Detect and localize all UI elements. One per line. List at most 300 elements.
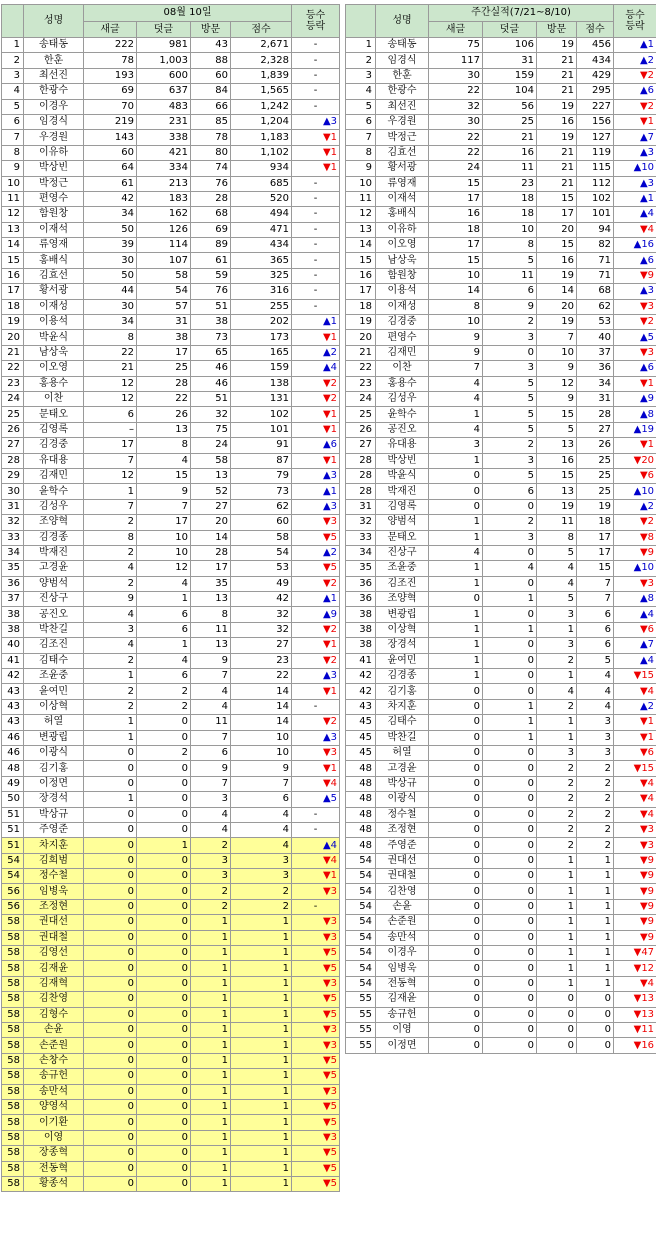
- rank-change-cell: ▼15: [614, 761, 656, 776]
- rank-change-cell: ▼3: [614, 838, 656, 853]
- rank-cell: 30: [2, 484, 24, 499]
- comments-cell: 22: [137, 391, 191, 406]
- rank-change-cell: ▼1: [292, 130, 340, 145]
- posts-cell: 4: [429, 545, 483, 560]
- rank-cell: 11: [2, 191, 24, 206]
- comments-cell: 58: [137, 268, 191, 283]
- comments-cell: 9: [137, 484, 191, 499]
- posts-cell: 10: [429, 315, 483, 330]
- table-row: [346, 299, 656, 314]
- rank-cell: 34: [346, 545, 376, 560]
- name-cell: 편영수: [24, 191, 84, 206]
- score-cell: 1: [231, 1130, 292, 1145]
- rank-change-cell: ▼5: [292, 1099, 340, 1114]
- rank-change-cell: ▲2: [614, 499, 656, 514]
- posts-cell: 0: [84, 976, 137, 991]
- rank-cell: 48: [346, 792, 376, 807]
- name-cell: 양범석: [376, 515, 429, 530]
- posts-cell: 1: [429, 453, 483, 468]
- comments-cell: 0: [137, 1176, 191, 1191]
- rank-cell: 35: [346, 561, 376, 576]
- rank-cell: 16: [346, 268, 376, 283]
- posts-cell: 69: [84, 84, 137, 99]
- score-cell: 520: [231, 191, 292, 206]
- score-cell: 71: [577, 253, 614, 268]
- rank-cell: 31: [2, 499, 24, 514]
- score-cell: 0: [577, 1038, 614, 1053]
- rank-cell: 58: [2, 1176, 24, 1191]
- posts-cell: 1: [429, 530, 483, 545]
- table-row: [2, 53, 340, 68]
- posts-cell: 1: [429, 561, 483, 576]
- table-row: [2, 176, 340, 191]
- header-name: 성명: [376, 5, 429, 38]
- rank-change-cell: ▲4: [614, 207, 656, 222]
- visits-cell: 1: [191, 992, 231, 1007]
- posts-cell: 1: [429, 515, 483, 530]
- score-cell: 6: [231, 792, 292, 807]
- visits-cell: 1: [537, 869, 577, 884]
- comments-cell: 0: [137, 1146, 191, 1161]
- comments-cell: 9: [483, 299, 537, 314]
- table-row: [2, 1115, 340, 1130]
- posts-cell: 1: [429, 622, 483, 637]
- score-cell: 165: [231, 345, 292, 360]
- table-row: [346, 1007, 656, 1022]
- table-row: [2, 1038, 340, 1053]
- visits-cell: 28: [191, 545, 231, 560]
- posts-cell: 0: [429, 792, 483, 807]
- posts-cell: 0: [429, 484, 483, 499]
- visits-cell: 1: [191, 1099, 231, 1114]
- name-cell: 이경우: [376, 946, 429, 961]
- table-row: [346, 915, 656, 930]
- rank-cell: 41: [346, 653, 376, 668]
- posts-cell: 4: [84, 607, 137, 622]
- rank-cell: 58: [2, 992, 24, 1007]
- name-cell: 문태오: [24, 407, 84, 422]
- visits-cell: 59: [191, 268, 231, 283]
- rank-change-cell: ▲3: [292, 468, 340, 483]
- name-cell: 윤학수: [24, 484, 84, 499]
- visits-cell: 15: [537, 238, 577, 253]
- name-cell: 손윤: [376, 899, 429, 914]
- rank-cell: 49: [2, 776, 24, 791]
- score-cell: 494: [231, 207, 292, 222]
- visits-cell: 3: [537, 607, 577, 622]
- header-visits: 방문: [537, 22, 577, 38]
- posts-cell: 0: [84, 1099, 137, 1114]
- name-cell: 김재혁: [24, 976, 84, 991]
- rank-change-cell: ▼3: [614, 299, 656, 314]
- comments-cell: 0: [483, 545, 537, 560]
- rank-change-cell: ▼2: [614, 68, 656, 83]
- name-cell: 이유하: [24, 145, 84, 160]
- table-row: [346, 114, 656, 129]
- rank-change-cell: ▼5: [292, 1146, 340, 1161]
- rank-change-cell: -: [292, 176, 340, 191]
- comments-cell: 23: [483, 176, 537, 191]
- name-cell: 한훈: [376, 68, 429, 83]
- comments-cell: 57: [137, 299, 191, 314]
- rank-change-cell: ▼4: [292, 776, 340, 791]
- rank-cell: 9: [346, 161, 376, 176]
- rank-cell: 2: [2, 53, 24, 68]
- rank-change-cell: ▼3: [292, 884, 340, 899]
- score-cell: 1: [577, 899, 614, 914]
- score-cell: 19: [577, 499, 614, 514]
- visits-cell: 2: [191, 884, 231, 899]
- score-cell: 6: [577, 638, 614, 653]
- posts-cell: 7: [429, 361, 483, 376]
- visits-cell: 27: [191, 499, 231, 514]
- name-cell: 한광수: [376, 84, 429, 99]
- posts-cell: 30: [84, 299, 137, 314]
- score-cell: 2: [231, 884, 292, 899]
- score-cell: 14: [231, 699, 292, 714]
- posts-cell: 0: [84, 1053, 137, 1068]
- table-row: [2, 438, 340, 453]
- posts-cell: 15: [429, 253, 483, 268]
- comments-cell: 5: [483, 253, 537, 268]
- name-cell: 권대선: [376, 853, 429, 868]
- name-cell: 김경중: [24, 438, 84, 453]
- comments-cell: 637: [137, 84, 191, 99]
- name-cell: 김효선: [24, 268, 84, 283]
- table-row: [346, 253, 656, 268]
- rank-change-cell: -: [292, 99, 340, 114]
- score-cell: 1: [231, 915, 292, 930]
- posts-cell: 0: [429, 838, 483, 853]
- table-row: [346, 653, 656, 668]
- posts-cell: 193: [84, 68, 137, 83]
- name-cell: 임병욱: [376, 961, 429, 976]
- score-cell: 60: [231, 515, 292, 530]
- comments-cell: 0: [483, 976, 537, 991]
- rank-change-cell: ▲10: [614, 561, 656, 576]
- rank-cell: 12: [2, 207, 24, 222]
- comments-cell: 183: [137, 191, 191, 206]
- score-cell: 25: [577, 468, 614, 483]
- score-cell: 58: [231, 530, 292, 545]
- comments-cell: 231: [137, 114, 191, 129]
- comments-cell: 0: [483, 684, 537, 699]
- table-row: [2, 976, 340, 991]
- table-row: [2, 191, 340, 206]
- score-cell: 2: [231, 899, 292, 914]
- visits-cell: 19: [537, 268, 577, 283]
- name-cell: 조윤중: [376, 561, 429, 576]
- posts-cell: 0: [429, 884, 483, 899]
- rank-cell: 48: [346, 761, 376, 776]
- name-cell: 류영재: [24, 238, 84, 253]
- posts-cell: 64: [84, 161, 137, 176]
- table-row: [346, 946, 656, 961]
- score-cell: 5: [577, 653, 614, 668]
- posts-cell: 8: [84, 330, 137, 345]
- comments-cell: 7: [137, 499, 191, 514]
- rank-change-cell: ▲3: [614, 284, 656, 299]
- rank-change-cell: ▼11: [614, 1023, 656, 1038]
- rank-change-cell: ▼5: [292, 561, 340, 576]
- comments-cell: 12: [137, 561, 191, 576]
- table-row: [2, 238, 340, 253]
- name-cell: 임경식: [24, 114, 84, 129]
- rank-cell: 9: [2, 161, 24, 176]
- rank-change-cell: ▼1: [292, 330, 340, 345]
- comments-cell: 0: [483, 653, 537, 668]
- visits-cell: 19: [537, 99, 577, 114]
- table-row: [346, 315, 656, 330]
- score-cell: 9: [231, 761, 292, 776]
- rank-change-cell: ▼5: [292, 961, 340, 976]
- name-cell: 이찬: [376, 361, 429, 376]
- rank-change-cell: ▼9: [614, 884, 656, 899]
- score-cell: 3: [577, 745, 614, 760]
- rank-cell: 58: [2, 1099, 24, 1114]
- comments-cell: 8: [483, 238, 537, 253]
- score-cell: 3: [231, 869, 292, 884]
- rank-change-cell: ▼4: [614, 792, 656, 807]
- name-cell: 이용석: [24, 315, 84, 330]
- comments-cell: 0: [137, 930, 191, 945]
- score-cell: 7: [577, 592, 614, 607]
- name-cell: 이광식: [376, 792, 429, 807]
- comments-cell: 18: [483, 207, 537, 222]
- table-row: [2, 1176, 340, 1191]
- visits-cell: 1: [191, 1038, 231, 1053]
- rank-change-cell: -: [292, 68, 340, 83]
- rank-change-cell: ▼3: [292, 1130, 340, 1145]
- score-cell: 2,328: [231, 53, 292, 68]
- table-row: [2, 699, 340, 714]
- rank-cell: 46: [2, 730, 24, 745]
- score-cell: 101: [577, 207, 614, 222]
- comments-cell: 1: [137, 838, 191, 853]
- posts-cell: 10: [429, 268, 483, 283]
- visits-cell: 69: [191, 222, 231, 237]
- name-cell: 김희범: [24, 853, 84, 868]
- rank-change-cell: ▼6: [614, 745, 656, 760]
- comments-cell: 18: [483, 191, 537, 206]
- rank-change-cell: ▼20: [614, 453, 656, 468]
- visits-cell: 46: [191, 361, 231, 376]
- rank-cell: 48: [346, 776, 376, 791]
- rank-cell: 15: [2, 253, 24, 268]
- posts-cell: 0: [84, 1115, 137, 1130]
- rank-cell: 51: [2, 807, 24, 822]
- name-cell: 김경종: [376, 669, 429, 684]
- rank-change-cell: -: [292, 899, 340, 914]
- table-row: [346, 869, 656, 884]
- rank-cell: 28: [2, 453, 24, 468]
- posts-cell: 30: [84, 253, 137, 268]
- score-cell: 14: [231, 684, 292, 699]
- rank-change-cell: ▼9: [614, 545, 656, 560]
- comments-cell: 10: [483, 222, 537, 237]
- name-cell: 김찬영: [24, 992, 84, 1007]
- rank-change-cell: -: [292, 38, 340, 53]
- rank-cell: 14: [346, 238, 376, 253]
- score-cell: 1: [231, 1161, 292, 1176]
- visits-cell: 1: [191, 1115, 231, 1130]
- score-cell: 6: [577, 622, 614, 637]
- comments-cell: 11: [483, 268, 537, 283]
- score-cell: 1: [231, 1084, 292, 1099]
- name-cell: 김조진: [24, 638, 84, 653]
- table-row: [2, 1023, 340, 1038]
- rank-change-cell: ▼2: [614, 515, 656, 530]
- score-cell: 0: [577, 992, 614, 1007]
- score-cell: 62: [231, 499, 292, 514]
- rank-change-cell: ▼3: [614, 822, 656, 837]
- rank-change-cell: ▼1: [292, 161, 340, 176]
- score-cell: 4: [231, 822, 292, 837]
- posts-cell: 2: [84, 545, 137, 560]
- visits-cell: 15: [537, 191, 577, 206]
- name-cell: 박정근: [376, 130, 429, 145]
- score-cell: 202: [231, 315, 292, 330]
- visits-cell: 1: [537, 853, 577, 868]
- rank-cell: 17: [346, 284, 376, 299]
- comments-cell: 10: [137, 545, 191, 560]
- name-cell: 권대철: [376, 869, 429, 884]
- score-cell: 1: [231, 1176, 292, 1191]
- comments-cell: 10: [137, 530, 191, 545]
- table-row: [346, 792, 656, 807]
- posts-cell: 34: [84, 315, 137, 330]
- rank-cell: 54: [346, 915, 376, 930]
- table-row: [346, 576, 656, 591]
- score-cell: 68: [577, 284, 614, 299]
- rank-change-cell: ▲3: [292, 669, 340, 684]
- name-cell: 박재진: [376, 484, 429, 499]
- rank-change-cell: ▼4: [292, 853, 340, 868]
- posts-cell: 39: [84, 238, 137, 253]
- visits-cell: 15: [537, 407, 577, 422]
- posts-cell: 0: [84, 915, 137, 930]
- visits-cell: 60: [191, 68, 231, 83]
- visits-cell: 88: [191, 53, 231, 68]
- score-cell: 22: [231, 669, 292, 684]
- rank-change-cell: ▲5: [292, 792, 340, 807]
- table-row: [2, 1069, 340, 1084]
- comments-cell: 6: [137, 607, 191, 622]
- comments-cell: 25: [137, 361, 191, 376]
- rank-change-cell: ▲4: [614, 653, 656, 668]
- rank-change-cell: ▼2: [614, 99, 656, 114]
- rank-cell: 43: [2, 715, 24, 730]
- score-cell: 316: [231, 284, 292, 299]
- posts-cell: 1: [84, 669, 137, 684]
- table-row: [346, 438, 656, 453]
- visits-cell: 9: [191, 653, 231, 668]
- visits-cell: 65: [191, 345, 231, 360]
- table-row: [346, 84, 656, 99]
- name-cell: 주영준: [24, 822, 84, 837]
- rank-cell: 56: [2, 884, 24, 899]
- name-cell: 김태수: [376, 715, 429, 730]
- rank-cell: 5: [2, 99, 24, 114]
- score-cell: 115: [577, 161, 614, 176]
- weekly-score-table: [345, 4, 656, 1054]
- score-cell: 1,204: [231, 114, 292, 129]
- comments-cell: 1: [483, 622, 537, 637]
- table-row: [346, 222, 656, 237]
- posts-cell: 50: [84, 268, 137, 283]
- name-cell: 남상욱: [376, 253, 429, 268]
- rank-cell: 28: [346, 484, 376, 499]
- posts-cell: 0: [429, 715, 483, 730]
- score-cell: 255: [231, 299, 292, 314]
- visits-cell: 8: [537, 530, 577, 545]
- visits-cell: 1: [191, 1007, 231, 1022]
- table-row: [346, 838, 656, 853]
- visits-cell: 32: [191, 407, 231, 422]
- score-cell: 3: [577, 730, 614, 745]
- posts-cell: 4: [429, 422, 483, 437]
- posts-cell: 1: [84, 792, 137, 807]
- table-row: [346, 745, 656, 760]
- comments-cell: 0: [137, 946, 191, 961]
- rank-change-cell: ▼5: [292, 1176, 340, 1191]
- posts-cell: 34: [84, 207, 137, 222]
- table-row: [346, 484, 656, 499]
- header-rank-change: 등수 등락: [614, 5, 656, 38]
- header-posts: 새글: [429, 22, 483, 38]
- rank-change-cell: ▼3: [292, 915, 340, 930]
- score-cell: 0: [577, 1023, 614, 1038]
- table-row: [346, 992, 656, 1007]
- posts-cell: 2: [84, 515, 137, 530]
- visits-cell: 52: [191, 484, 231, 499]
- rank-cell: 12: [346, 207, 376, 222]
- name-cell: 변광립: [24, 730, 84, 745]
- rank-cell: 27: [346, 438, 376, 453]
- score-cell: 138: [231, 376, 292, 391]
- name-cell: 정수철: [24, 869, 84, 884]
- table-row: [2, 1146, 340, 1161]
- table-row: [346, 207, 656, 222]
- rank-cell: 58: [2, 1053, 24, 1068]
- table-row: [2, 792, 340, 807]
- comments-cell: 1: [483, 592, 537, 607]
- posts-cell: 1: [429, 407, 483, 422]
- comments-cell: 981: [137, 38, 191, 53]
- name-cell: 손준원: [24, 1038, 84, 1053]
- name-cell: 임경식: [376, 53, 429, 68]
- posts-cell: 143: [84, 130, 137, 145]
- comments-cell: 4: [137, 653, 191, 668]
- table-row: [346, 130, 656, 145]
- posts-cell: 9: [84, 592, 137, 607]
- table-row: [346, 730, 656, 745]
- score-cell: 32: [231, 622, 292, 637]
- name-cell: 이재성: [24, 299, 84, 314]
- posts-cell: 0: [429, 468, 483, 483]
- comments-cell: 0: [137, 884, 191, 899]
- visits-cell: 1: [537, 884, 577, 899]
- name-cell: 박윤식: [24, 330, 84, 345]
- rank-cell: 45: [346, 730, 376, 745]
- rank-change-cell: ▲2: [292, 545, 340, 560]
- score-cell: 2: [577, 807, 614, 822]
- comments-cell: 5: [483, 422, 537, 437]
- comments-cell: 16: [483, 145, 537, 160]
- visits-cell: 1: [537, 715, 577, 730]
- rank-change-cell: ▼9: [614, 853, 656, 868]
- score-cell: 119: [577, 145, 614, 160]
